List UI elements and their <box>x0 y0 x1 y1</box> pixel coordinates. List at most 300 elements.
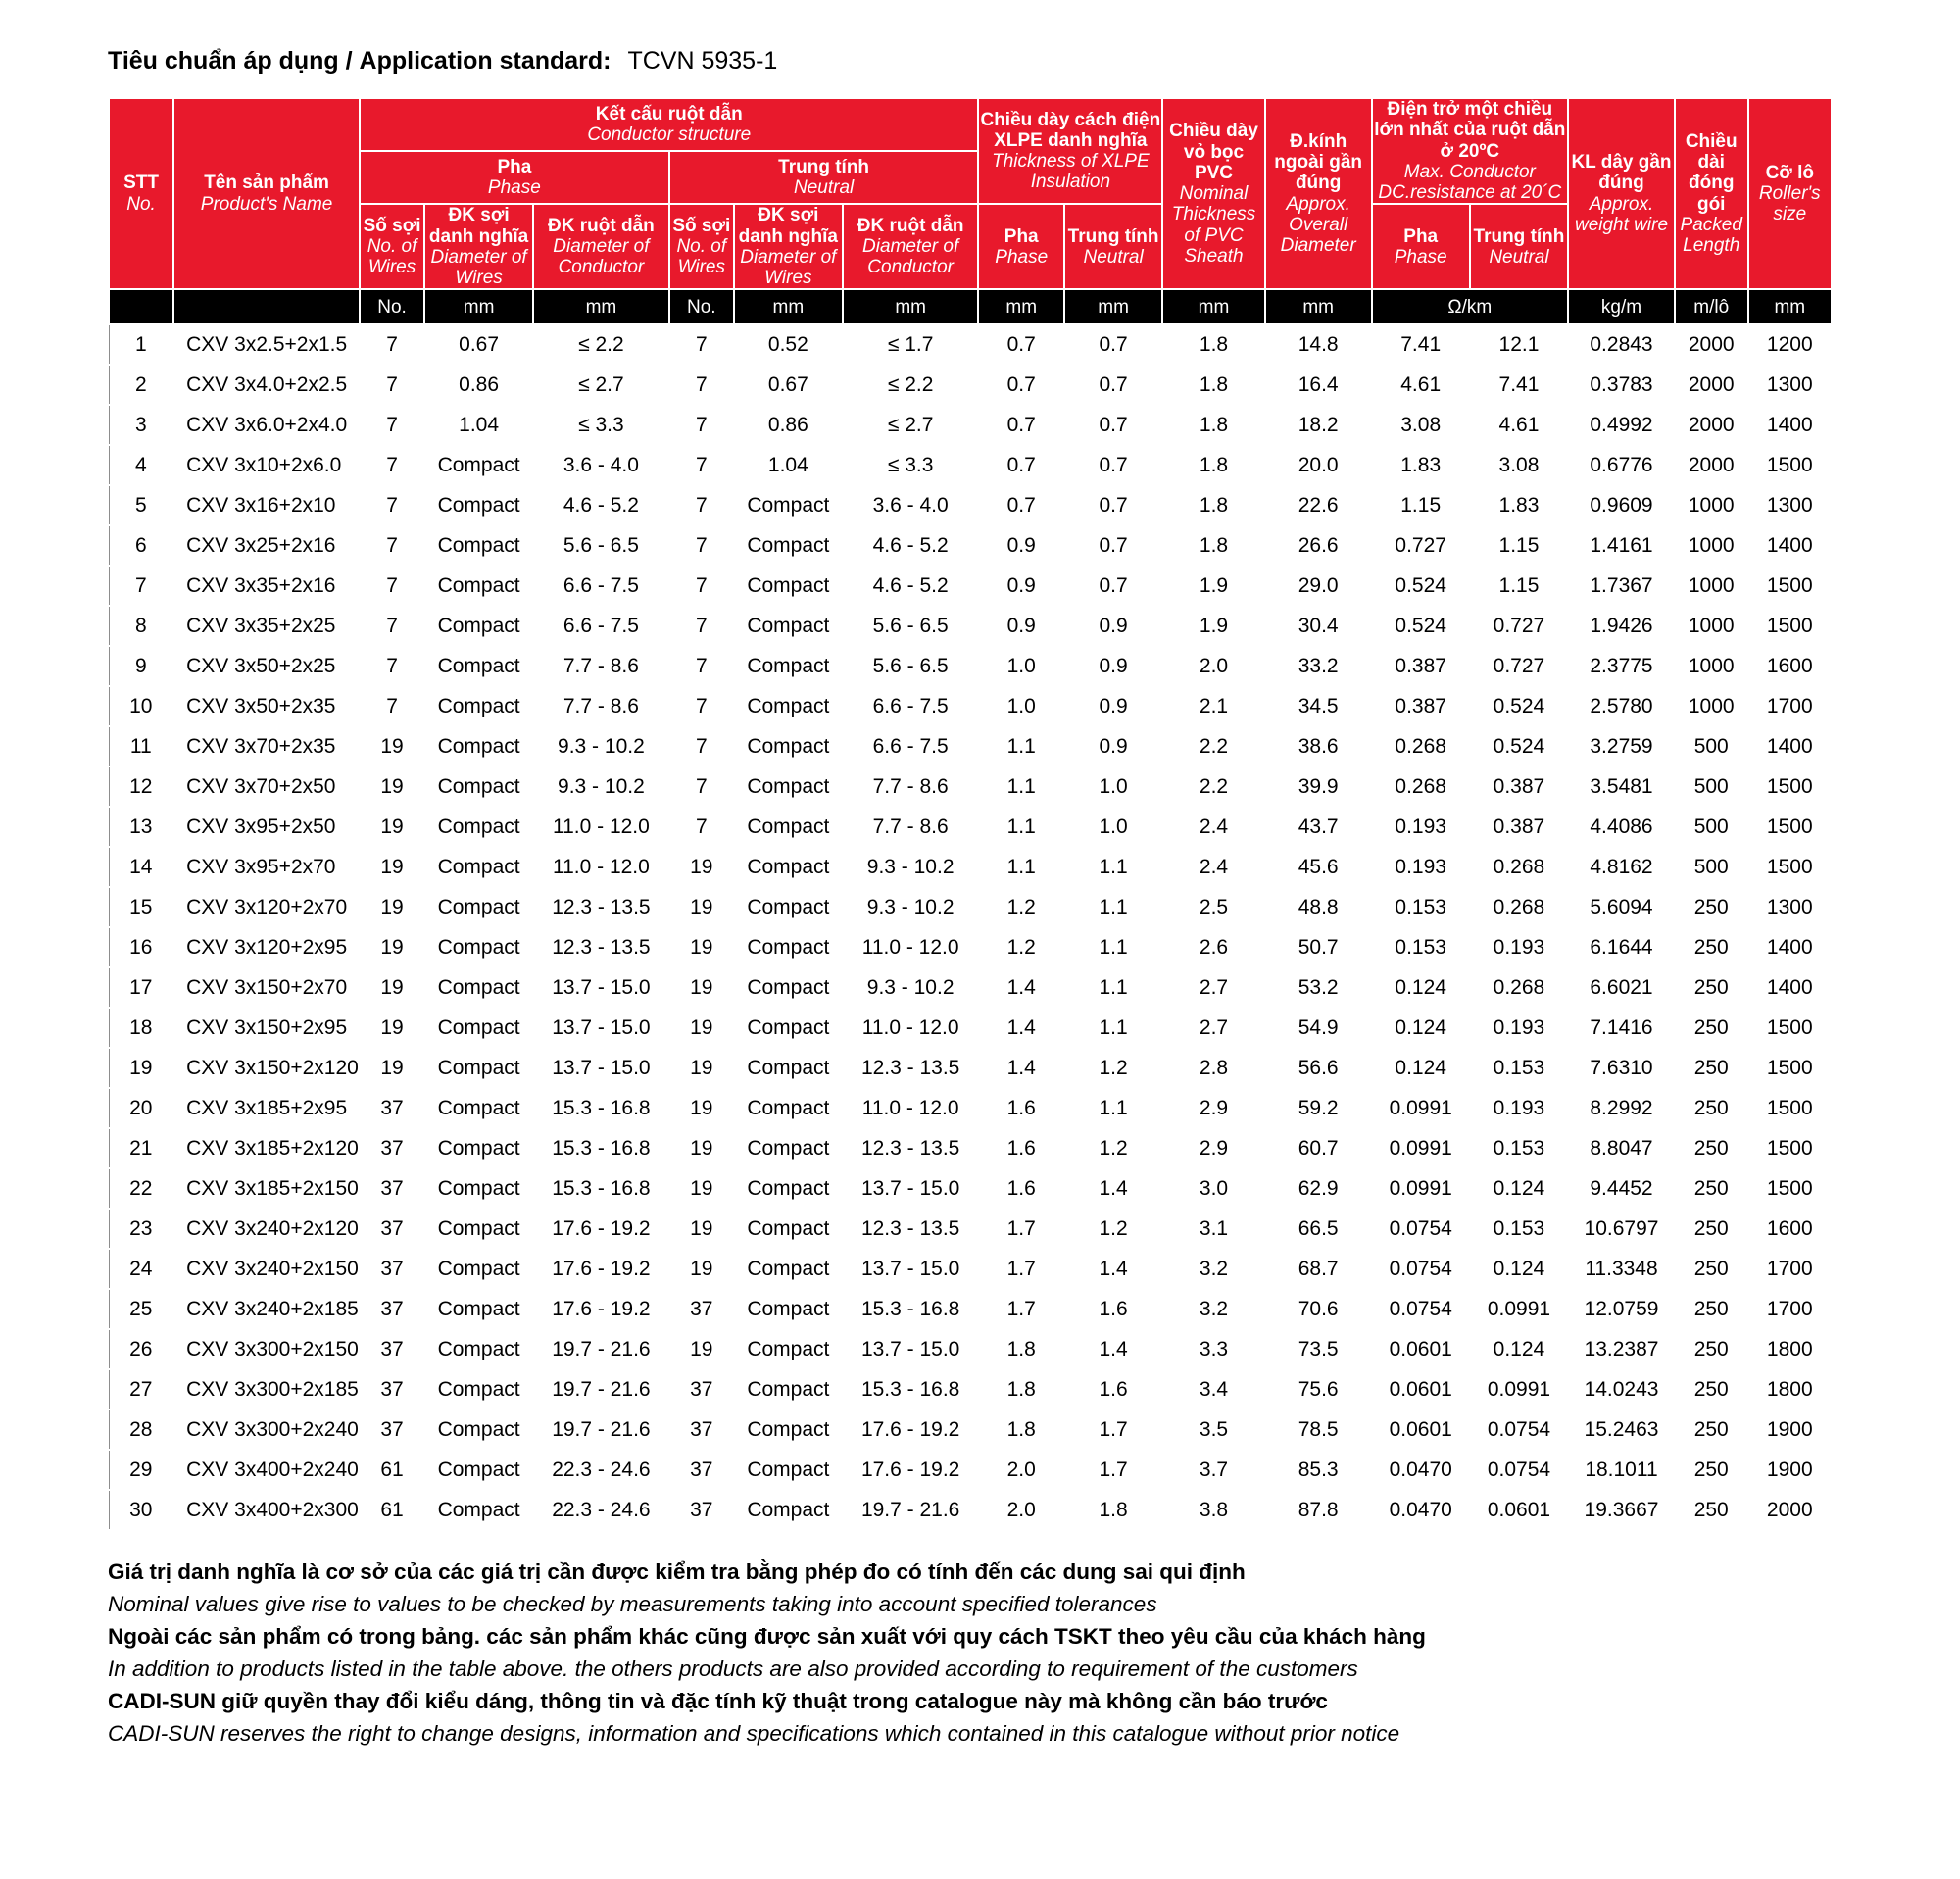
cell-phase-wire-diameter: Compact <box>424 807 533 847</box>
cell-xlpe-neutral-thickness: 1.6 <box>1064 1369 1162 1409</box>
cell-xlpe-neutral-thickness: 0.7 <box>1064 365 1162 405</box>
cell-resistance-phase: 0.0601 <box>1372 1369 1470 1409</box>
cell-product-name: CXV 3x300+2x185 <box>173 1369 360 1409</box>
header-product-name: Tên sản phẩm Product's Name <box>173 98 360 289</box>
cell-packed-length: 250 <box>1675 1409 1748 1450</box>
cell-neutral-conductor-diameter: ≤ 2.7 <box>843 405 979 445</box>
cell-packed-length: 2000 <box>1675 445 1748 485</box>
table-row <box>109 405 1832 445</box>
cell-approx-weight: 0.9609 <box>1568 485 1675 525</box>
cell-resistance-neutral: 4.61 <box>1470 405 1568 445</box>
cell-resistance-neutral: 12.1 <box>1470 324 1568 365</box>
unit-length: m/lô <box>1675 289 1748 324</box>
cell-packed-length: 2000 <box>1675 405 1748 445</box>
cell-overall-diameter: 29.0 <box>1265 566 1372 606</box>
cell-neutral-wire-diameter: Compact <box>734 566 843 606</box>
cell-resistance-neutral: 0.193 <box>1470 1008 1568 1048</box>
cell-approx-weight: 11.3348 <box>1568 1249 1675 1289</box>
cell-approx-weight: 7.1416 <box>1568 1008 1675 1048</box>
cell-phase-conductor-diameter: ≤ 2.2 <box>533 324 669 365</box>
header-neutral-group: Trung tính Neutral <box>669 151 979 204</box>
cell-row-index: 1 <box>109 324 173 365</box>
cell-overall-diameter: 26.6 <box>1265 525 1372 566</box>
cell-phase-wires: 37 <box>360 1209 424 1249</box>
cell-neutral-wire-diameter: Compact <box>734 807 843 847</box>
cell-product-name: CXV 3x120+2x70 <box>173 887 360 927</box>
standard-value: TCVN 5935-1 <box>627 47 778 74</box>
cell-product-name: CXV 3x185+2x120 <box>173 1128 360 1168</box>
cell-product-name: CXV 3x35+2x16 <box>173 566 360 606</box>
cell-row-index: 26 <box>109 1329 173 1369</box>
cell-roller-size: 1500 <box>1748 766 1832 807</box>
cell-neutral-wires: 37 <box>669 1289 734 1329</box>
cell-pvc-sheath-thickness: 1.8 <box>1162 365 1265 405</box>
cell-phase-conductor-diameter: 19.7 - 21.6 <box>533 1409 669 1450</box>
cell-approx-weight: 2.3775 <box>1568 646 1675 686</box>
cell-overall-diameter: 18.2 <box>1265 405 1372 445</box>
cell-roller-size: 1400 <box>1748 405 1832 445</box>
cell-resistance-phase: 0.153 <box>1372 887 1470 927</box>
table-row <box>109 1369 1832 1409</box>
cell-packed-length: 250 <box>1675 1209 1748 1249</box>
unit-pvc: mm <box>1162 289 1265 324</box>
cell-xlpe-phase-thickness: 1.1 <box>978 807 1063 847</box>
application-standard-line <box>108 47 1891 75</box>
unit-neutral-wire-diameter: mm <box>734 289 843 324</box>
cell-resistance-neutral: 0.0601 <box>1470 1490 1568 1530</box>
cell-approx-weight: 14.0243 <box>1568 1369 1675 1409</box>
cell-neutral-wires: 19 <box>669 1329 734 1369</box>
cell-xlpe-neutral-thickness: 1.2 <box>1064 1128 1162 1168</box>
cell-overall-diameter: 33.2 <box>1265 646 1372 686</box>
cell-row-index: 18 <box>109 1008 173 1048</box>
table-row <box>109 927 1832 967</box>
cell-phase-conductor-diameter: 7.7 - 8.6 <box>533 686 669 726</box>
table-row <box>109 967 1832 1008</box>
cell-overall-diameter: 60.7 <box>1265 1128 1372 1168</box>
cell-resistance-phase: 1.83 <box>1372 445 1470 485</box>
cell-phase-wires: 19 <box>360 807 424 847</box>
footnote-en: Nominal values give rise to values to be checked by measurements taking into account specified tolerances <box>108 1592 1157 1617</box>
unit-xlpe-neutral: mm <box>1064 289 1162 324</box>
cell-resistance-phase: 0.124 <box>1372 1008 1470 1048</box>
cell-row-index: 5 <box>109 485 173 525</box>
cell-neutral-wire-diameter: Compact <box>734 1168 843 1209</box>
cell-xlpe-neutral-thickness: 0.7 <box>1064 566 1162 606</box>
cell-row-index: 7 <box>109 566 173 606</box>
cell-xlpe-neutral-thickness: 1.1 <box>1064 927 1162 967</box>
cell-neutral-conductor-diameter: 5.6 - 6.5 <box>843 646 979 686</box>
cell-approx-weight: 13.2387 <box>1568 1329 1675 1369</box>
cell-approx-weight: 4.4086 <box>1568 807 1675 847</box>
cell-approx-weight: 0.6776 <box>1568 445 1675 485</box>
cell-roller-size: 1500 <box>1748 807 1832 847</box>
cell-xlpe-neutral-thickness: 0.7 <box>1064 485 1162 525</box>
cell-resistance-neutral: 0.524 <box>1470 726 1568 766</box>
cell-resistance-neutral: 0.387 <box>1470 766 1568 807</box>
header-xlpe-phase: Pha Phase <box>978 204 1063 289</box>
cell-roller-size: 1900 <box>1748 1450 1832 1490</box>
table-row <box>109 324 1832 365</box>
cell-pvc-sheath-thickness: 3.7 <box>1162 1450 1265 1490</box>
cell-phase-wires: 61 <box>360 1450 424 1490</box>
cell-overall-diameter: 20.0 <box>1265 445 1372 485</box>
cell-pvc-sheath-thickness: 1.8 <box>1162 445 1265 485</box>
cell-neutral-wire-diameter: Compact <box>734 1369 843 1409</box>
unit-phase-wire-diameter: mm <box>424 289 533 324</box>
cell-phase-wire-diameter: Compact <box>424 1128 533 1168</box>
cell-packed-length: 500 <box>1675 766 1748 807</box>
table-row <box>109 766 1832 807</box>
cell-phase-wire-diameter: 0.67 <box>424 324 533 365</box>
unit-neutral-conductor-diameter: mm <box>843 289 979 324</box>
cell-pvc-sheath-thickness: 2.7 <box>1162 967 1265 1008</box>
cell-phase-wire-diameter: Compact <box>424 1249 533 1289</box>
cell-neutral-wires: 19 <box>669 1209 734 1249</box>
cell-packed-length: 250 <box>1675 1450 1748 1490</box>
cell-resistance-phase: 0.193 <box>1372 807 1470 847</box>
cell-packed-length: 1000 <box>1675 686 1748 726</box>
cell-packed-length: 1000 <box>1675 485 1748 525</box>
cell-neutral-wires: 7 <box>669 766 734 807</box>
cell-phase-wire-diameter: Compact <box>424 566 533 606</box>
cell-phase-wire-diameter: Compact <box>424 1409 533 1450</box>
table-row <box>109 566 1832 606</box>
cell-roller-size: 1800 <box>1748 1329 1832 1369</box>
cell-neutral-conductor-diameter: 12.3 - 13.5 <box>843 1128 979 1168</box>
unit-weight: kg/m <box>1568 289 1675 324</box>
cell-row-index: 20 <box>109 1088 173 1128</box>
cell-phase-conductor-diameter: ≤ 2.7 <box>533 365 669 405</box>
footnote-en: CADI-SUN reserves the right to change designs, information and specifications which contained in this catalogue without prior notice <box>108 1720 1400 1746</box>
cell-resistance-neutral: 0.153 <box>1470 1209 1568 1249</box>
cell-packed-length: 250 <box>1675 1088 1748 1128</box>
cell-overall-diameter: 48.8 <box>1265 887 1372 927</box>
cell-resistance-phase: 0.0601 <box>1372 1329 1470 1369</box>
cell-overall-diameter: 56.6 <box>1265 1048 1372 1088</box>
cell-approx-weight: 6.1644 <box>1568 927 1675 967</box>
cell-neutral-wires: 19 <box>669 1168 734 1209</box>
cell-phase-wires: 7 <box>360 566 424 606</box>
cell-row-index: 24 <box>109 1249 173 1289</box>
cell-resistance-neutral: 0.124 <box>1470 1329 1568 1369</box>
cell-phase-wire-diameter: Compact <box>424 686 533 726</box>
cell-approx-weight: 10.6797 <box>1568 1209 1675 1249</box>
cell-overall-diameter: 66.5 <box>1265 1209 1372 1249</box>
cell-roller-size: 1300 <box>1748 365 1832 405</box>
cell-packed-length: 1000 <box>1675 525 1748 566</box>
cell-roller-size: 1400 <box>1748 967 1832 1008</box>
cell-neutral-wire-diameter: 1.04 <box>734 445 843 485</box>
cell-neutral-conductor-diameter: 15.3 - 16.8 <box>843 1369 979 1409</box>
cell-resistance-phase: 0.153 <box>1372 927 1470 967</box>
cell-phase-wires: 7 <box>360 405 424 445</box>
cell-overall-diameter: 45.6 <box>1265 847 1372 887</box>
cell-resistance-neutral: 0.153 <box>1470 1128 1568 1168</box>
cell-row-index: 6 <box>109 525 173 566</box>
cell-approx-weight: 8.2992 <box>1568 1088 1675 1128</box>
cell-pvc-sheath-thickness: 2.9 <box>1162 1128 1265 1168</box>
cell-xlpe-neutral-thickness: 1.4 <box>1064 1249 1162 1289</box>
cell-phase-wire-diameter: Compact <box>424 726 533 766</box>
table-row <box>109 1490 1832 1530</box>
cable-specification-table <box>108 97 1833 1531</box>
table-row <box>109 646 1832 686</box>
cell-pvc-sheath-thickness: 3.4 <box>1162 1369 1265 1409</box>
cell-product-name: CXV 3x70+2x50 <box>173 766 360 807</box>
cell-product-name: CXV 3x240+2x150 <box>173 1249 360 1289</box>
cell-overall-diameter: 73.5 <box>1265 1329 1372 1369</box>
cell-packed-length: 250 <box>1675 1329 1748 1369</box>
header-phase-conductor-diameter: ĐK ruột dẫn Diameter of Conductor <box>533 204 669 289</box>
cell-neutral-conductor-diameter: 9.3 - 10.2 <box>843 847 979 887</box>
cell-row-index: 11 <box>109 726 173 766</box>
cell-approx-weight: 3.5481 <box>1568 766 1675 807</box>
cell-overall-diameter: 85.3 <box>1265 1450 1372 1490</box>
cell-neutral-wire-diameter: Compact <box>734 847 843 887</box>
cell-xlpe-neutral-thickness: 0.9 <box>1064 686 1162 726</box>
cell-product-name: CXV 3x400+2x240 <box>173 1450 360 1490</box>
cell-overall-diameter: 59.2 <box>1265 1088 1372 1128</box>
table-row <box>109 726 1832 766</box>
cell-phase-conductor-diameter: 15.3 - 16.8 <box>533 1168 669 1209</box>
cell-phase-wires: 37 <box>360 1168 424 1209</box>
header-neutral-wire-diameter: ĐK sợi danh nghĩa Diameter of Wires <box>734 204 843 289</box>
cell-neutral-wires: 37 <box>669 1409 734 1450</box>
cell-approx-weight: 5.6094 <box>1568 887 1675 927</box>
cell-neutral-wires: 7 <box>669 365 734 405</box>
cell-approx-weight: 0.3783 <box>1568 365 1675 405</box>
cell-approx-weight: 18.1011 <box>1568 1450 1675 1490</box>
cell-phase-conductor-diameter: 19.7 - 21.6 <box>533 1329 669 1369</box>
cell-neutral-wire-diameter: Compact <box>734 1329 843 1369</box>
cell-overall-diameter: 54.9 <box>1265 1008 1372 1048</box>
cell-phase-conductor-diameter: 4.6 - 5.2 <box>533 485 669 525</box>
cell-xlpe-phase-thickness: 1.1 <box>978 766 1063 807</box>
cell-xlpe-phase-thickness: 1.4 <box>978 1008 1063 1048</box>
cell-neutral-wires: 19 <box>669 927 734 967</box>
cell-row-index: 19 <box>109 1048 173 1088</box>
cell-row-index: 30 <box>109 1490 173 1530</box>
cell-overall-diameter: 30.4 <box>1265 606 1372 646</box>
cell-resistance-phase: 0.0991 <box>1372 1128 1470 1168</box>
cell-product-name: CXV 3x300+2x240 <box>173 1409 360 1450</box>
cell-phase-wire-diameter: Compact <box>424 967 533 1008</box>
cell-pvc-sheath-thickness: 1.8 <box>1162 324 1265 365</box>
cell-resistance-phase: 7.41 <box>1372 324 1470 365</box>
cell-xlpe-phase-thickness: 0.7 <box>978 365 1063 405</box>
cell-resistance-phase: 0.268 <box>1372 766 1470 807</box>
table-header <box>109 98 1832 324</box>
cell-neutral-wires: 7 <box>669 445 734 485</box>
cell-xlpe-phase-thickness: 1.4 <box>978 1048 1063 1088</box>
cell-neutral-wires: 19 <box>669 1008 734 1048</box>
cell-packed-length: 2000 <box>1675 365 1748 405</box>
cell-neutral-wire-diameter: 0.67 <box>734 365 843 405</box>
cell-resistance-neutral: 0.124 <box>1470 1168 1568 1209</box>
cell-approx-weight: 4.8162 <box>1568 847 1675 887</box>
cell-phase-conductor-diameter: 11.0 - 12.0 <box>533 847 669 887</box>
cell-overall-diameter: 22.6 <box>1265 485 1372 525</box>
cell-phase-wires: 19 <box>360 967 424 1008</box>
cell-neutral-wire-diameter: Compact <box>734 887 843 927</box>
cell-phase-conductor-diameter: 11.0 - 12.0 <box>533 807 669 847</box>
cell-pvc-sheath-thickness: 2.8 <box>1162 1048 1265 1088</box>
cell-product-name: CXV 3x10+2x6.0 <box>173 445 360 485</box>
cell-neutral-conductor-diameter: 5.6 - 6.5 <box>843 606 979 646</box>
cell-roller-size: 1500 <box>1748 1088 1832 1128</box>
cell-overall-diameter: 39.9 <box>1265 766 1372 807</box>
cell-phase-wires: 19 <box>360 1008 424 1048</box>
table-row <box>109 807 1832 847</box>
cell-resistance-neutral: 1.15 <box>1470 566 1568 606</box>
cell-approx-weight: 3.2759 <box>1568 726 1675 766</box>
cell-packed-length: 250 <box>1675 967 1748 1008</box>
cell-row-index: 15 <box>109 887 173 927</box>
cell-resistance-phase: 0.0754 <box>1372 1289 1470 1329</box>
table-row <box>109 606 1832 646</box>
cell-xlpe-phase-thickness: 0.7 <box>978 405 1063 445</box>
cell-phase-wire-diameter: 1.04 <box>424 405 533 445</box>
cell-neutral-conductor-diameter: 17.6 - 19.2 <box>843 1409 979 1450</box>
header-neutral-conductor-diameter: ĐK ruột dẫn Diameter of Conductor <box>843 204 979 289</box>
header-xlpe-neutral: Trung tính Neutral <box>1064 204 1162 289</box>
cell-resistance-phase: 1.15 <box>1372 485 1470 525</box>
cell-product-name: CXV 3x70+2x35 <box>173 726 360 766</box>
cell-neutral-conductor-diameter: 4.6 - 5.2 <box>843 525 979 566</box>
cell-xlpe-phase-thickness: 0.9 <box>978 525 1063 566</box>
footnotes <box>108 1557 1891 1750</box>
cell-xlpe-neutral-thickness: 1.6 <box>1064 1289 1162 1329</box>
cell-pvc-sheath-thickness: 3.1 <box>1162 1209 1265 1249</box>
cell-neutral-wires: 19 <box>669 847 734 887</box>
cell-neutral-conductor-diameter: ≤ 3.3 <box>843 445 979 485</box>
cell-xlpe-neutral-thickness: 1.4 <box>1064 1329 1162 1369</box>
cell-product-name: CXV 3x120+2x95 <box>173 927 360 967</box>
cell-product-name: CXV 3x16+2x10 <box>173 485 360 525</box>
cell-resistance-neutral: 0.268 <box>1470 847 1568 887</box>
cell-xlpe-phase-thickness: 2.0 <box>978 1450 1063 1490</box>
cell-row-index: 25 <box>109 1289 173 1329</box>
table-row <box>109 445 1832 485</box>
table-row <box>109 525 1832 566</box>
cell-pvc-sheath-thickness: 3.2 <box>1162 1289 1265 1329</box>
cell-roller-size: 1600 <box>1748 646 1832 686</box>
cell-row-index: 28 <box>109 1409 173 1450</box>
cell-phase-wire-diameter: Compact <box>424 1209 533 1249</box>
cell-phase-wires: 61 <box>360 1490 424 1530</box>
cell-phase-wire-diameter: Compact <box>424 1490 533 1530</box>
cell-row-index: 14 <box>109 847 173 887</box>
cell-neutral-wires: 7 <box>669 525 734 566</box>
cell-approx-weight: 15.2463 <box>1568 1409 1675 1450</box>
unit-xlpe-phase: mm <box>978 289 1063 324</box>
cell-neutral-wire-diameter: Compact <box>734 485 843 525</box>
table-row <box>109 1008 1832 1048</box>
cell-neutral-wire-diameter: Compact <box>734 967 843 1008</box>
cell-neutral-wire-diameter: Compact <box>734 1289 843 1329</box>
cell-approx-weight: 12.0759 <box>1568 1289 1675 1329</box>
cell-row-index: 21 <box>109 1128 173 1168</box>
cell-phase-conductor-diameter: 12.3 - 13.5 <box>533 887 669 927</box>
cell-neutral-wires: 37 <box>669 1450 734 1490</box>
cell-roller-size: 1400 <box>1748 726 1832 766</box>
cell-neutral-conductor-diameter: 6.6 - 7.5 <box>843 686 979 726</box>
cell-neutral-wires: 19 <box>669 967 734 1008</box>
header-overall-diameter: Đ.kính ngoài gần đúng Approx. Overall Diameter <box>1265 98 1372 289</box>
cell-approx-weight: 0.2843 <box>1568 324 1675 365</box>
cell-neutral-wire-diameter: Compact <box>734 1048 843 1088</box>
cell-product-name: CXV 3x4.0+2x2.5 <box>173 365 360 405</box>
table-row <box>109 1450 1832 1490</box>
cell-neutral-wires: 7 <box>669 686 734 726</box>
cell-xlpe-phase-thickness: 0.9 <box>978 606 1063 646</box>
cell-xlpe-neutral-thickness: 1.0 <box>1064 807 1162 847</box>
cell-pvc-sheath-thickness: 2.6 <box>1162 927 1265 967</box>
cell-roller-size: 1500 <box>1748 1048 1832 1088</box>
cell-approx-weight: 1.4161 <box>1568 525 1675 566</box>
cell-neutral-conductor-diameter: 4.6 - 5.2 <box>843 566 979 606</box>
cell-phase-wires: 7 <box>360 324 424 365</box>
cell-phase-wires: 37 <box>360 1329 424 1369</box>
cell-xlpe-neutral-thickness: 1.1 <box>1064 847 1162 887</box>
cell-xlpe-phase-thickness: 1.8 <box>978 1409 1063 1450</box>
cell-product-name: CXV 3x6.0+2x4.0 <box>173 405 360 445</box>
cell-roller-size: 1800 <box>1748 1369 1832 1409</box>
cell-product-name: CXV 3x150+2x70 <box>173 967 360 1008</box>
cell-neutral-wires: 7 <box>669 405 734 445</box>
cell-overall-diameter: 43.7 <box>1265 807 1372 847</box>
cell-resistance-phase: 0.387 <box>1372 686 1470 726</box>
cell-roller-size: 1400 <box>1748 525 1832 566</box>
cell-pvc-sheath-thickness: 2.0 <box>1162 646 1265 686</box>
cell-phase-conductor-diameter: 17.6 - 19.2 <box>533 1209 669 1249</box>
cell-phase-wire-diameter: Compact <box>424 1048 533 1088</box>
cell-xlpe-neutral-thickness: 1.1 <box>1064 1088 1162 1128</box>
cell-neutral-wires: 37 <box>669 1369 734 1409</box>
cell-phase-conductor-diameter: 13.7 - 15.0 <box>533 1048 669 1088</box>
cell-phase-wires: 7 <box>360 365 424 405</box>
header-resistance-neutral: Trung tính Neutral <box>1470 204 1568 289</box>
cell-xlpe-phase-thickness: 1.6 <box>978 1168 1063 1209</box>
cell-xlpe-neutral-thickness: 1.7 <box>1064 1409 1162 1450</box>
cell-resistance-neutral: 0.387 <box>1470 807 1568 847</box>
cell-packed-length: 1000 <box>1675 566 1748 606</box>
cell-product-name: CXV 3x50+2x35 <box>173 686 360 726</box>
cell-phase-wires: 19 <box>360 927 424 967</box>
cell-neutral-wire-diameter: Compact <box>734 525 843 566</box>
cell-resistance-phase: 0.0754 <box>1372 1249 1470 1289</box>
cell-neutral-wire-diameter: Compact <box>734 1088 843 1128</box>
cell-phase-conductor-diameter: 15.3 - 16.8 <box>533 1128 669 1168</box>
cell-phase-wires: 19 <box>360 1048 424 1088</box>
cell-xlpe-neutral-thickness: 0.9 <box>1064 606 1162 646</box>
header-pvc-sheath: Chiều dày vỏ bọc PVC Nominal Thickness of PVC Sheath <box>1162 98 1265 289</box>
cell-product-name: CXV 3x2.5+2x1.5 <box>173 324 360 365</box>
cell-pvc-sheath-thickness: 2.2 <box>1162 726 1265 766</box>
table-row <box>109 1168 1832 1209</box>
cell-neutral-wire-diameter: Compact <box>734 1249 843 1289</box>
cell-xlpe-phase-thickness: 1.0 <box>978 646 1063 686</box>
cell-phase-wires: 7 <box>360 525 424 566</box>
cell-phase-conductor-diameter: 9.3 - 10.2 <box>533 726 669 766</box>
cell-resistance-neutral: 0.268 <box>1470 967 1568 1008</box>
cell-approx-weight: 1.9426 <box>1568 606 1675 646</box>
cell-phase-wires: 19 <box>360 726 424 766</box>
cell-phase-wires: 7 <box>360 646 424 686</box>
cell-xlpe-neutral-thickness: 0.7 <box>1064 324 1162 365</box>
table-row <box>109 1289 1832 1329</box>
